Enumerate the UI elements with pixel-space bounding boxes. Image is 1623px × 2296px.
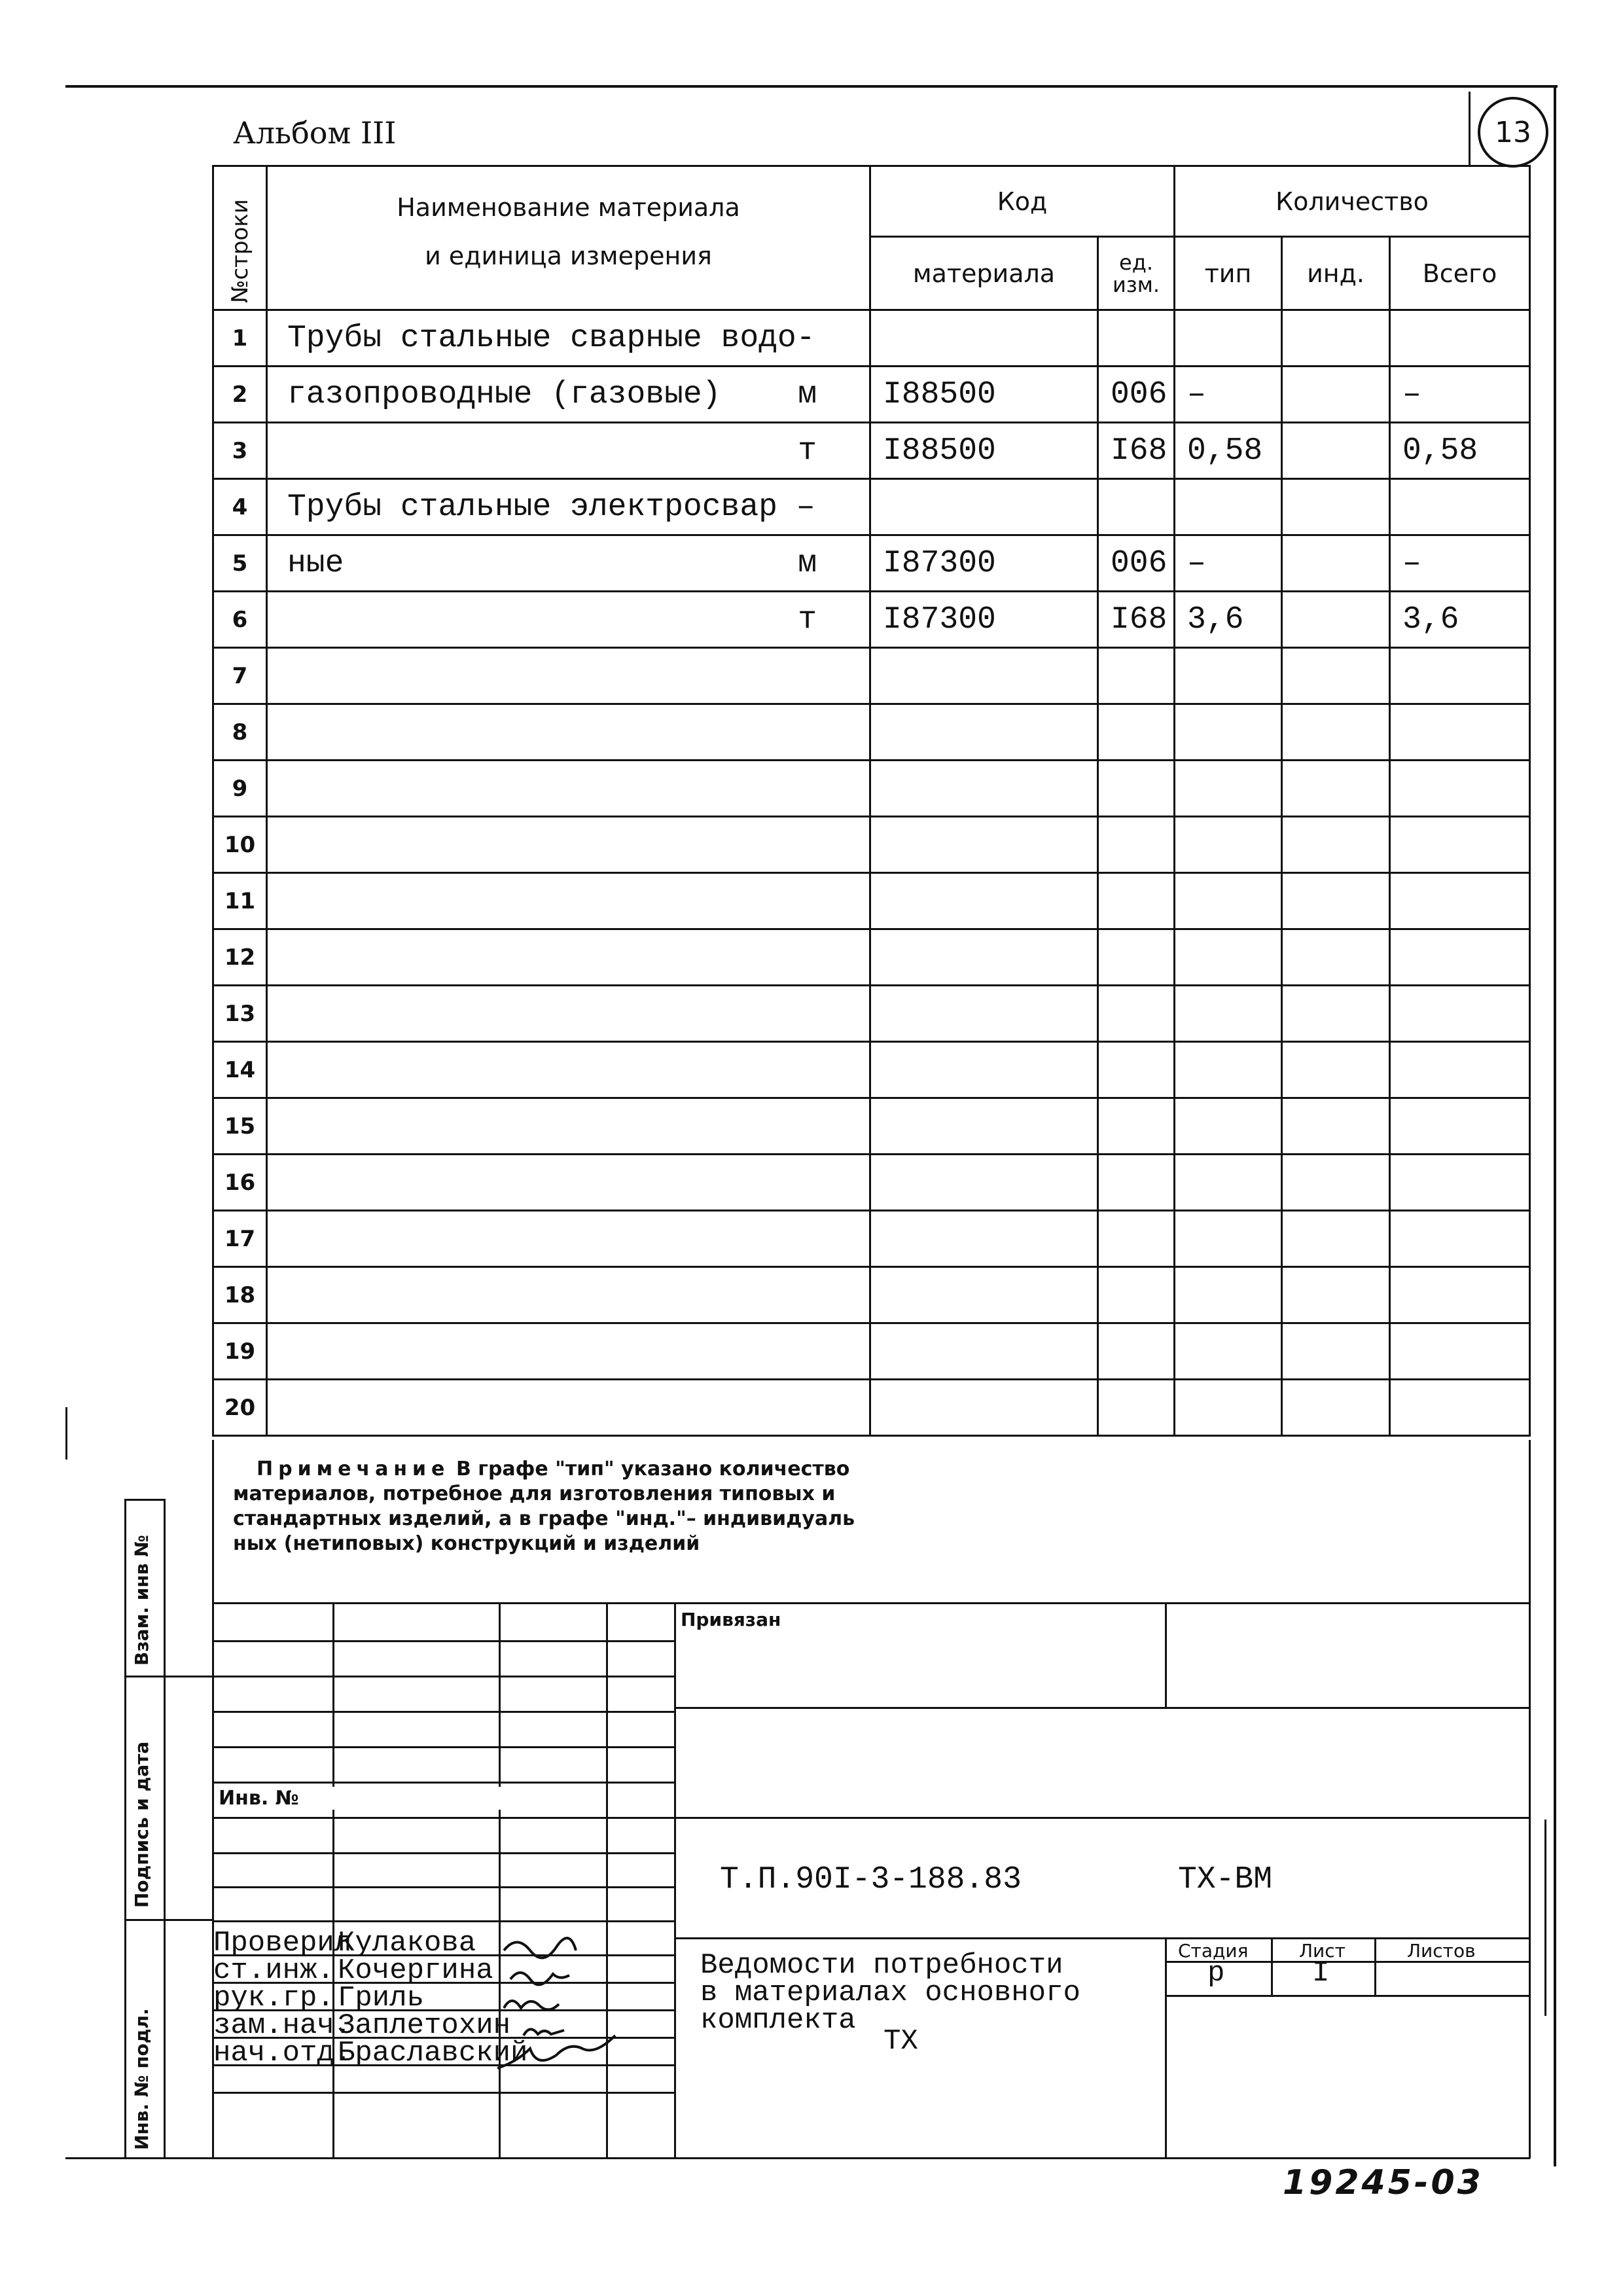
material-name-text: ные	[287, 545, 344, 581]
material-code	[870, 704, 1098, 761]
side-label-replace: Взам. инв №	[131, 1535, 152, 1666]
signer-role: зам.нач.	[213, 2009, 352, 2042]
material-code	[870, 1098, 1098, 1155]
note-block	[233, 1457, 1280, 1556]
material-name	[267, 817, 870, 873]
table-body	[213, 310, 1530, 1436]
material-name	[267, 648, 870, 704]
album-label: Альбом III	[233, 115, 397, 151]
row-number	[213, 367, 267, 423]
stamp-bottom-line	[212, 2157, 1530, 2159]
material-name	[267, 423, 870, 479]
side-column-top	[124, 1499, 164, 1501]
stage-label: Стадия	[1178, 1940, 1249, 1962]
side-sep-2	[124, 1919, 212, 1921]
material-code	[870, 817, 1098, 873]
signer-name: Браславский	[338, 2037, 528, 2070]
left-tick	[65, 1407, 67, 1460]
qty-type	[1175, 535, 1282, 592]
row-number-text: 8	[232, 719, 248, 745]
qty-total	[1390, 873, 1530, 929]
qty-type	[1175, 367, 1282, 423]
row-number-text: 4	[232, 493, 248, 520]
inv-no-label: Инв. №	[219, 1787, 548, 1810]
right-border	[1554, 85, 1556, 2166]
row-number-text: 19	[224, 1338, 256, 1365]
row-number-text: 14	[224, 1056, 256, 1083]
qty-total	[1390, 479, 1530, 535]
materials-table	[212, 165, 1531, 1437]
row-number-text: 13	[224, 1000, 256, 1027]
doc-title-line4: ТХ	[883, 2025, 918, 2058]
row-number-text: 17	[224, 1225, 256, 1252]
material-name	[267, 310, 870, 367]
unit-code-text: 006	[1111, 545, 1168, 581]
qty-total	[1390, 1042, 1530, 1098]
stage-value: р	[1207, 1957, 1225, 1990]
material-name	[267, 1267, 870, 1323]
qty-type-text: –	[1187, 545, 1206, 581]
doc-code: Т.П.90I-3-188.83	[720, 1862, 1022, 1897]
qty-total	[1390, 592, 1530, 648]
material-name	[267, 1323, 870, 1380]
qty-ind	[1282, 479, 1390, 535]
qty-type	[1175, 1323, 1282, 1380]
doc-mark: ТХ-ВМ	[1178, 1862, 1273, 1897]
stamp-right-border	[1529, 1440, 1531, 2159]
stamp-attached-divider	[1165, 1602, 1167, 1707]
qty-total	[1390, 1098, 1530, 1155]
qty-type	[1175, 704, 1282, 761]
material-name	[267, 929, 870, 986]
row-number	[213, 535, 267, 592]
qty-ind	[1282, 1267, 1390, 1323]
unit-code-text: I68	[1111, 433, 1168, 469]
row-number	[213, 817, 267, 873]
doc-title	[700, 1949, 1080, 2058]
stamp-row-line	[212, 1676, 674, 1677]
material-unit: м	[798, 545, 817, 581]
material-code	[870, 1380, 1098, 1436]
row-number-text: 5	[232, 550, 248, 577]
qty-type	[1175, 1267, 1282, 1323]
material-code-text: I87300	[883, 601, 996, 637]
qty-ind	[1282, 1380, 1390, 1436]
material-name	[267, 1098, 870, 1155]
table-row	[213, 423, 1530, 479]
qty-ind	[1282, 929, 1390, 986]
table-row	[213, 986, 1530, 1042]
table-row	[213, 1211, 1530, 1267]
note-line2: материалов, потребное для изготовления типовых и	[233, 1482, 836, 1505]
unit-code	[1098, 535, 1175, 592]
unit-code	[1098, 1155, 1175, 1211]
stamp-row-line	[212, 2092, 674, 2094]
material-name	[267, 479, 870, 535]
top-border	[65, 85, 1558, 88]
row-number	[213, 648, 267, 704]
table-row	[213, 1098, 1530, 1155]
row-number	[213, 423, 267, 479]
side-column-right	[164, 1499, 166, 2159]
qty-ind	[1282, 535, 1390, 592]
qty-total	[1390, 1155, 1530, 1211]
stamp-row-line	[212, 1852, 674, 1854]
signature-1	[504, 1938, 576, 1958]
material-code	[870, 310, 1098, 367]
signer-name: Заплетохин	[338, 2009, 511, 2042]
unit-code	[1098, 817, 1175, 873]
unit-code	[1098, 1211, 1175, 1267]
qty-type-text: 3,6	[1187, 601, 1244, 637]
qty-total	[1390, 1267, 1530, 1323]
qty-ind	[1282, 1042, 1390, 1098]
qty-type	[1175, 1098, 1282, 1155]
qty-type	[1175, 873, 1282, 929]
row-number-text: 6	[232, 606, 248, 633]
qty-total	[1390, 761, 1530, 817]
signer-name: Кулакова	[338, 1927, 476, 1960]
row-number-text: 15	[224, 1113, 256, 1139]
material-name	[267, 1380, 870, 1436]
unit-code	[1098, 873, 1175, 929]
table-row	[213, 367, 1530, 423]
table-row	[213, 929, 1530, 986]
qty-type	[1175, 310, 1282, 367]
stamp-row-line	[212, 1920, 674, 1922]
header-name	[267, 166, 870, 310]
unit-code-text: I68	[1111, 601, 1168, 637]
material-code	[870, 986, 1098, 1042]
table-row	[213, 1323, 1530, 1380]
unit-code	[1098, 1323, 1175, 1380]
qty-total	[1390, 986, 1530, 1042]
stamp-col-1	[332, 1602, 334, 2159]
table-row	[213, 310, 1530, 367]
qty-type-text: 0,58	[1187, 433, 1263, 469]
row-number-text: 12	[224, 944, 256, 971]
row-number	[213, 929, 267, 986]
header-row-no	[213, 166, 267, 310]
qty-type-text: –	[1187, 376, 1206, 412]
material-code	[870, 423, 1098, 479]
stamp-row-line	[212, 1640, 674, 1642]
qty-ind	[1282, 761, 1390, 817]
material-name-text: Трубы стальные электросвар –	[287, 489, 815, 525]
signer-name: Кочергина	[338, 1954, 493, 1987]
row-number-text: 3	[232, 437, 248, 464]
qty-type	[1175, 592, 1282, 648]
unit-code	[1098, 1267, 1175, 1323]
material-code-text: I88500	[883, 433, 996, 469]
qty-type	[1175, 1211, 1282, 1267]
table-row	[213, 1267, 1530, 1323]
qty-ind	[1282, 423, 1390, 479]
stamp-right-line-2	[674, 1817, 1530, 1819]
unit-code	[1098, 986, 1175, 1042]
material-unit: т	[798, 433, 817, 469]
signature-scribbles	[497, 1931, 694, 2088]
qty-total-text: 3,6	[1402, 601, 1459, 637]
unit-code	[1098, 367, 1175, 423]
qty-ind	[1282, 1323, 1390, 1380]
note-title: Примечание	[257, 1458, 450, 1480]
header-name-line1: Наименование материала	[397, 193, 740, 222]
stamp-row-line	[212, 1711, 674, 1713]
table-row	[213, 1155, 1530, 1211]
note-line4: ных (нетиповых) конструкций и изделий	[233, 1532, 700, 1555]
row-number	[213, 479, 267, 535]
row-number-text: 10	[224, 831, 256, 858]
signer-role: рук.гр.	[213, 1982, 334, 2015]
stamp-row-line	[212, 1746, 674, 1748]
stamp-right-line-3	[674, 1937, 1530, 1939]
row-number-text: 1	[232, 325, 248, 351]
note-line3: стандартных изделий, а в графе "инд."– индивидуаль	[233, 1507, 855, 1530]
stamp-row-line	[212, 1886, 674, 1888]
page-number: 13	[1495, 115, 1531, 149]
unit-code	[1098, 1380, 1175, 1436]
material-code	[870, 761, 1098, 817]
row-number	[213, 873, 267, 929]
side-column-left	[124, 1499, 126, 2159]
unit-code	[1098, 423, 1175, 479]
qty-ind	[1282, 648, 1390, 704]
page-number-circle	[1478, 97, 1548, 168]
qty-total	[1390, 1211, 1530, 1267]
side-sep-1	[124, 1676, 212, 1677]
material-name-text: Трубы стальные сварные водо-	[287, 320, 815, 356]
doc-title-line3: комплекта	[700, 2004, 856, 2037]
table-row	[213, 1380, 1530, 1436]
row-number	[213, 761, 267, 817]
stamp-sheets-divider	[1374, 1937, 1376, 1995]
header-qty-ind: инд.	[1282, 237, 1390, 310]
row-number	[213, 1098, 267, 1155]
doc-title-line2: в материалах основного	[700, 1977, 1080, 2009]
material-code	[870, 1211, 1098, 1267]
row-number-text: 16	[224, 1169, 256, 1196]
attached-label: Привязан	[681, 1609, 781, 1630]
qty-ind	[1282, 704, 1390, 761]
table-row	[213, 1042, 1530, 1098]
material-name	[267, 873, 870, 929]
row-number-text: 11	[224, 888, 256, 914]
qty-total	[1390, 535, 1530, 592]
qty-total	[1390, 817, 1530, 873]
material-code	[870, 873, 1098, 929]
stamp-right-line-1	[674, 1707, 1530, 1709]
material-code	[870, 1155, 1098, 1211]
qty-type	[1175, 761, 1282, 817]
signer-role: Проверил	[213, 1927, 352, 1960]
stamp-top-line	[212, 1602, 1530, 1604]
material-code	[870, 1323, 1098, 1380]
material-name	[267, 1042, 870, 1098]
unit-code	[1098, 704, 1175, 761]
stamp-stage-divider	[1165, 1937, 1167, 2159]
header-qty-total: Всего	[1390, 237, 1530, 310]
side-label-inv-orig: Инв. № подл.	[131, 2008, 152, 2150]
qty-type	[1175, 648, 1282, 704]
row-number	[213, 1323, 267, 1380]
page-number-box-left	[1469, 92, 1471, 167]
table-row	[213, 592, 1530, 648]
table-row	[213, 817, 1530, 873]
header-row-no-text: №строки	[227, 199, 253, 303]
header-qty-group: Количество	[1175, 166, 1530, 237]
qty-total	[1390, 367, 1530, 423]
row-number-text: 7	[232, 662, 248, 689]
unit-code	[1098, 479, 1175, 535]
signature-2	[510, 1973, 569, 1984]
qty-total	[1390, 423, 1530, 479]
qty-total	[1390, 704, 1530, 761]
row-number-text: 18	[224, 1282, 256, 1308]
table-row	[213, 648, 1530, 704]
stamp-sheet-divider	[1271, 1937, 1273, 1995]
row-number	[213, 1042, 267, 1098]
doc-title-line1: Ведомости потребности	[700, 1949, 1063, 1982]
header-unit-code: ед. изм.	[1098, 237, 1175, 310]
material-code	[870, 648, 1098, 704]
row-number	[213, 704, 267, 761]
signer-role: нач.отд.	[213, 2037, 352, 2070]
qty-ind	[1282, 1211, 1390, 1267]
signer-role: ст.инж.	[213, 1954, 334, 1987]
qty-type	[1175, 929, 1282, 986]
unit-code	[1098, 761, 1175, 817]
qty-type	[1175, 1380, 1282, 1436]
qty-total	[1390, 310, 1530, 367]
material-code	[870, 535, 1098, 592]
material-code-text: I87300	[883, 545, 996, 581]
material-name	[267, 704, 870, 761]
material-name	[267, 1155, 870, 1211]
signature-4	[524, 2029, 564, 2036]
table-row	[213, 873, 1530, 929]
table-row	[213, 535, 1530, 592]
signer-name: Гриль	[338, 1982, 425, 2015]
unit-code	[1098, 929, 1175, 986]
material-code	[870, 1267, 1098, 1323]
unit-code	[1098, 310, 1175, 367]
qty-ind	[1282, 310, 1390, 367]
row-number	[213, 310, 267, 367]
qty-type	[1175, 986, 1282, 1042]
qty-ind	[1282, 986, 1390, 1042]
qty-total-text: –	[1402, 376, 1421, 412]
material-name	[267, 1211, 870, 1267]
material-name	[267, 761, 870, 817]
material-name-text: газопроводные (газовые)	[287, 376, 721, 412]
row-number	[213, 1211, 267, 1267]
right-bottom-tick	[1544, 1820, 1546, 2016]
qty-ind	[1282, 592, 1390, 648]
qty-ind	[1282, 1098, 1390, 1155]
unit-code	[1098, 648, 1175, 704]
row-number	[213, 986, 267, 1042]
row-number	[213, 592, 267, 648]
unit-code	[1098, 1042, 1175, 1098]
header-qty-type: тип	[1175, 237, 1282, 310]
header-material-code: материала	[870, 237, 1098, 310]
unit-code	[1098, 1098, 1175, 1155]
material-name	[267, 592, 870, 648]
material-code	[870, 592, 1098, 648]
table-row	[213, 761, 1530, 817]
qty-total	[1390, 1380, 1530, 1436]
row-number-text: 9	[232, 775, 248, 802]
material-name	[267, 367, 870, 423]
material-code	[870, 479, 1098, 535]
header-code-group: Код	[870, 166, 1175, 237]
sheets-label: Листов	[1407, 1940, 1476, 1962]
qty-type	[1175, 423, 1282, 479]
qty-type	[1175, 1155, 1282, 1211]
material-code	[870, 1042, 1098, 1098]
note-line1: В графе "тип" указано количество	[455, 1458, 850, 1480]
row-number-text: 2	[232, 381, 248, 408]
qty-total-text: –	[1402, 545, 1421, 581]
qty-total-text: 0,58	[1402, 433, 1478, 469]
table-row	[213, 479, 1530, 535]
material-code	[870, 929, 1098, 986]
qty-type	[1175, 479, 1282, 535]
signature-5	[497, 2036, 615, 2068]
stamp-row-line	[212, 1817, 674, 1819]
side-label-sign-date: Подпись и дата	[131, 1741, 152, 1908]
material-code	[870, 367, 1098, 423]
archive-number: 19245-03	[1283, 2163, 1484, 2202]
qty-type	[1175, 1042, 1282, 1098]
qty-total	[1390, 1323, 1530, 1380]
row-number-text: 20	[224, 1394, 256, 1421]
qty-ind	[1282, 1155, 1390, 1211]
stamp-row-line	[212, 1782, 674, 1784]
row-number	[213, 1380, 267, 1436]
qty-type	[1175, 817, 1282, 873]
material-name	[267, 535, 870, 592]
qty-total	[1390, 648, 1530, 704]
unit-code	[1098, 592, 1175, 648]
sheet-value: I	[1312, 1957, 1330, 1990]
header-name-line2: и единица измерения	[425, 242, 712, 270]
row-number	[213, 1155, 267, 1211]
qty-ind	[1282, 367, 1390, 423]
table-row	[213, 704, 1530, 761]
qty-ind	[1282, 817, 1390, 873]
qty-total	[1390, 929, 1530, 986]
sheet-label: Лист	[1299, 1940, 1346, 1962]
material-unit: м	[798, 376, 817, 412]
signature-3	[504, 2001, 559, 2010]
material-name	[267, 986, 870, 1042]
qty-ind	[1282, 873, 1390, 929]
stamp-stage-row-line2	[1165, 1995, 1530, 1997]
unit-code-text: 006	[1111, 376, 1168, 412]
material-code-text: I88500	[883, 376, 996, 412]
material-unit: т	[798, 601, 817, 637]
row-number	[213, 1267, 267, 1323]
